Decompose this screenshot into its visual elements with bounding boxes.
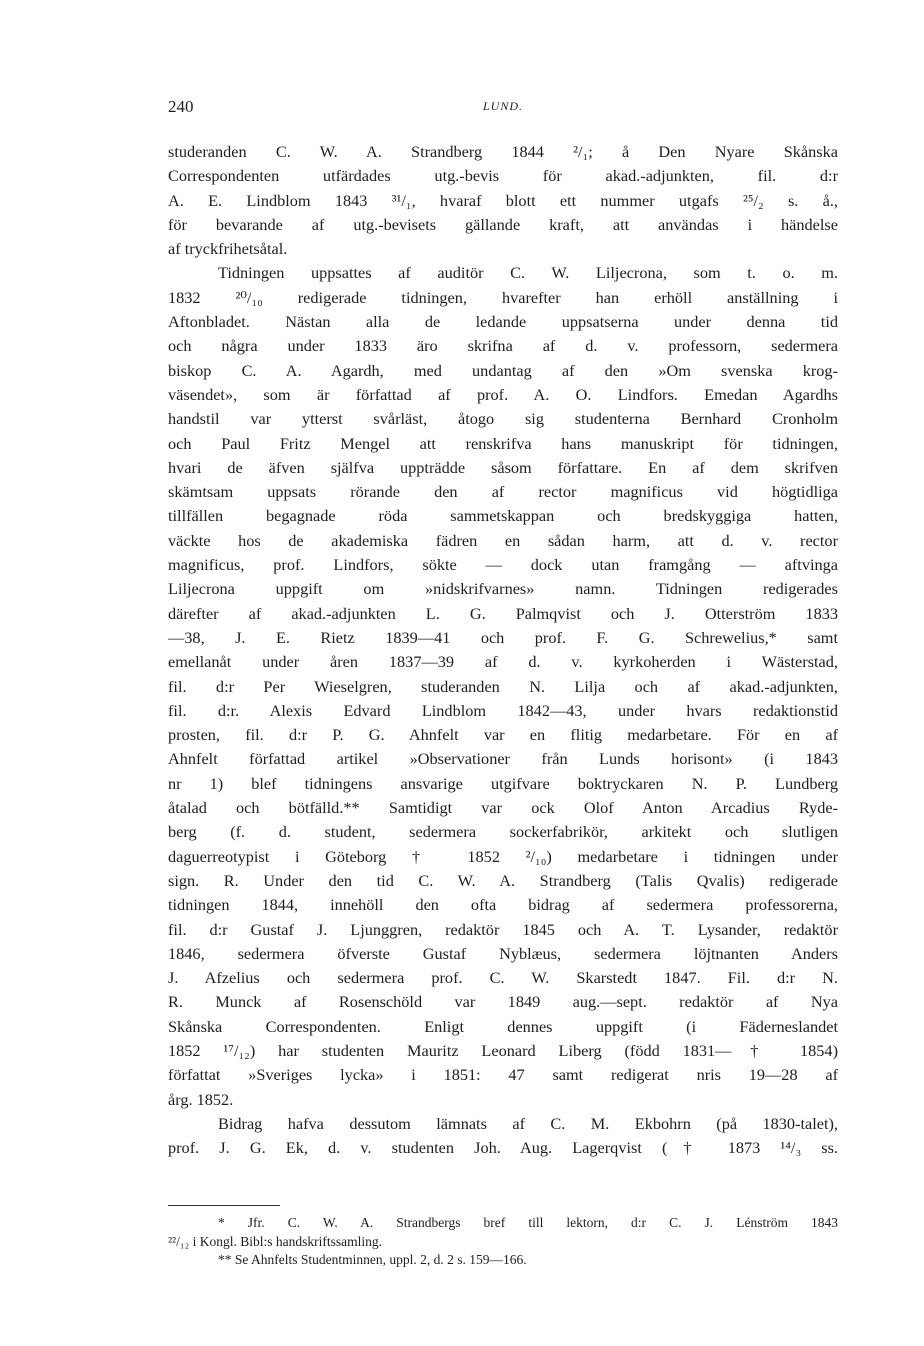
text-line: tillfällen begagnade röda sammetskappan och bredskyggiga hatten, bbox=[168, 506, 838, 526]
text-line: åtalad och bötfälld.** Samtidigt var ock Olof Anton Arcadius Ryde- bbox=[168, 798, 838, 818]
text-line: och Paul Fritz Mengel att renskrifva hans manuskript för tidningen, bbox=[168, 433, 838, 453]
text-line: Skånska Correspondenten. Enligt dennes uppgift (i Fäderneslandet bbox=[168, 1016, 838, 1036]
footnote-line: * Jfr. C. W. A. Strandbergs bref till lektorn, d:r C. J. Lénström 1843 bbox=[218, 1215, 838, 1230]
text-line: fil. d:r Gustaf J. Ljunggren, redaktör 1845 och A. T. Lysander, redaktör bbox=[168, 919, 838, 939]
text-line: R. Munck af Rosenschöld var 1849 aug.—sept. redaktör af Nya bbox=[168, 992, 838, 1012]
body-text bbox=[168, 140, 838, 1160]
footnotes bbox=[168, 1205, 838, 1270]
text-line: sign. R. Under den tid C. W. A. Strandberg (Talis Qvalis) redigerade bbox=[168, 870, 838, 890]
text-line: fil. d:r Per Wieselgren, studeranden N. Lilja och af akad.-adjunkten, bbox=[168, 676, 838, 696]
text-line: 1832 ²⁰/₁₀ redigerade tidningen, hvarefter han erhöll anställning i bbox=[168, 287, 838, 307]
text-line: af tryckfrihetsåtal. bbox=[168, 239, 288, 259]
text-line: författat »Sveriges lycka» i 1851: 47 samt redigerat nris 19—28 af bbox=[168, 1065, 838, 1085]
footnote-line: ²²/₁₂ i Kongl. Bibl:s handskriftssamling. bbox=[168, 1233, 383, 1249]
text-line: väckte hos de akademiska fädren en sådan harm, att d. v. rector bbox=[168, 530, 838, 550]
text-line: —38, J. E. Rietz 1839—41 och prof. F. G. Schrewelius,* samt bbox=[168, 627, 838, 647]
page-number: 240 bbox=[168, 97, 194, 116]
text-line: biskop C. A. Agardh, med undantag af den »Om svenska krog- bbox=[168, 360, 838, 380]
text-line: magnificus, prof. Lindfors, sökte — dock utan framgång — aftvinga bbox=[168, 555, 838, 575]
footnote-rule bbox=[168, 1205, 280, 1206]
text-line: och några under 1833 äro skrifna af d. v. professorn, sedermera bbox=[168, 336, 838, 356]
text-line: Correspondenten utfärdades utg.-bevis för akad.-adjunkten, fil. d:r bbox=[168, 166, 838, 186]
footnote-lines bbox=[168, 1214, 838, 1270]
text-line: nr 1) blef tidningens ansvarige utgifvare boktryckaren N. P. Lundberg bbox=[168, 773, 838, 793]
text-line: daguerreotypist i Göteborg † 1852 ²/₁₀) medarbetare i tidningen under bbox=[168, 846, 838, 866]
running-title: LUND. bbox=[482, 99, 523, 113]
text-line: studeranden C. W. A. Strandberg 1844 ²/₁; å Den Nyare Skånska bbox=[168, 142, 838, 161]
text-line: därefter af akad.-adjunkten L. G. Palmqvist och J. Otterström 1833 bbox=[168, 603, 838, 623]
text-line: handstil var ytterst svårläst, åtogo sig studenterna Bernhard Cronholm bbox=[168, 409, 838, 429]
text-line: 1852 ¹⁷/₁₂) har studenten Mauritz Leonard Liberg (född 1831—† 1854) bbox=[168, 1040, 838, 1060]
text-line: Aftonbladet. Nästan alla de ledande uppsatserna under denna tid bbox=[168, 312, 838, 332]
page-header bbox=[168, 97, 838, 121]
text-line: skämtsam uppsats rörande den af rector magnificus vid högtidliga bbox=[168, 482, 838, 502]
footnote-line: ** Se Ahnfelts Studentminnen, uppl. 2, d. 2 s. 159—166. bbox=[218, 1252, 527, 1267]
text-line: prof. J. G. Ek, d. v. studenten Joh. Aug. Lagerqvist († 1873 ¹⁴/₃ ss. bbox=[168, 1138, 838, 1158]
text-line: årg. 1852. bbox=[168, 1089, 234, 1109]
text-line: Liljecrona uppgift om »nidskrifvarnes» namn. Tidningen redigerades bbox=[168, 579, 838, 599]
text-line: Tidningen uppsattes af auditör C. W. Liljecrona, som t. o. m. bbox=[218, 263, 838, 283]
text-line: Bidrag hafva dessutom lämnats af C. M. Ekbohrn (på 1830-talet), bbox=[218, 1113, 838, 1133]
text-line: 1846, sedermera öfverste Gustaf Nyblæus, sedermera löjtnanten Anders bbox=[168, 943, 838, 963]
text-line: emellanåt under åren 1837—39 af d. v. kyrkoherden i Wästerstad, bbox=[168, 652, 838, 672]
text-line: hvari de äfven själfva uppträdde såsom författare. En af dem skrifven bbox=[168, 457, 838, 477]
text-line: tidningen 1844, innehöll den ofta bidrag af sedermera professorerna, bbox=[168, 895, 838, 915]
text-line: J. Afzelius och sedermera prof. C. W. Skarstedt 1847. Fil. d:r N. bbox=[168, 968, 838, 988]
text-line: A. E. Lindblom 1843 ³¹/₁, hvaraf blott ett nummer utgafs ²⁵/₂ s. å., bbox=[168, 190, 838, 210]
text-line: väsendet», som är författad af prof. A. O. Lindfors. Emedan Agardhs bbox=[168, 384, 838, 404]
text-line: berg (f. d. student, sedermera sockerfabrikör, arkitekt och slutligen bbox=[168, 822, 838, 842]
text-line: för bevarande af utg.-bevisets gällande kraft, att användas i händelse bbox=[168, 214, 838, 234]
text-line: Ahnfelt författad artikel »Observationer från Lunds horisont» (i 1843 bbox=[168, 749, 838, 769]
text-line: fil. d:r. Alexis Edvard Lindblom 1842—43, under hvars redaktionstid bbox=[168, 700, 838, 720]
text-line: prosten, fil. d:r P. G. Ahnfelt var en flitig medarbetare. För en af bbox=[168, 725, 838, 745]
